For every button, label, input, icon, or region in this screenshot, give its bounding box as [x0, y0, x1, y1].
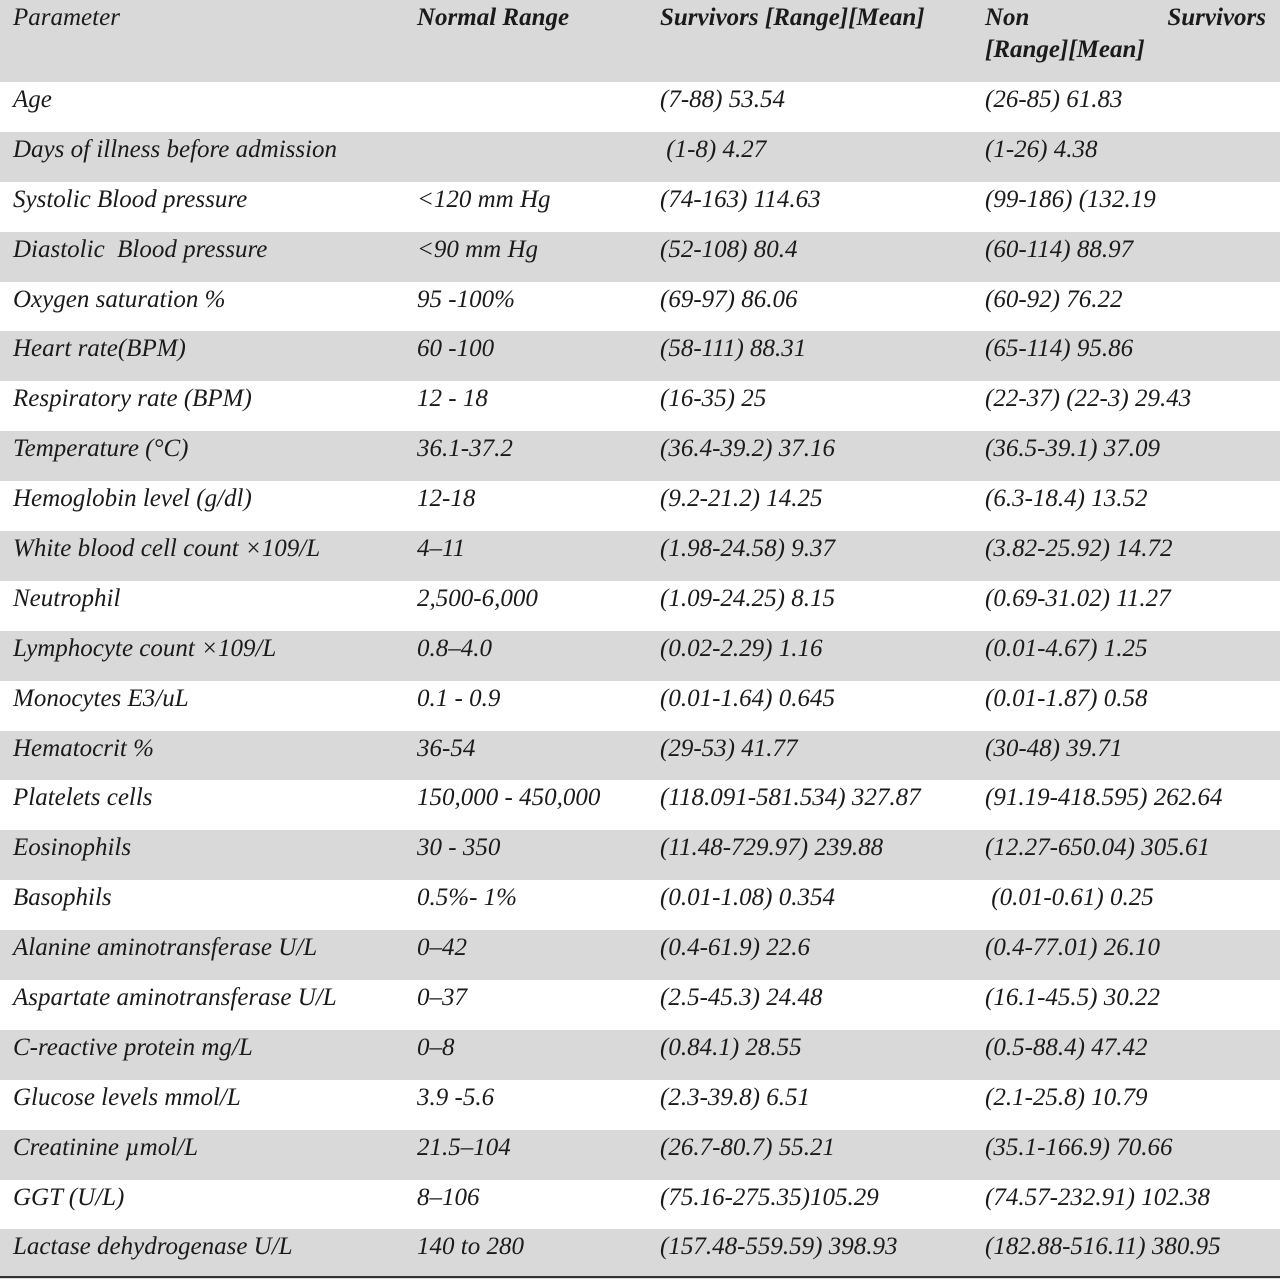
- cell-survivors: (157.48-559.59) 398.93: [660, 1233, 898, 1261]
- header-non-survivors-line1: [985, 2, 1266, 34]
- cell-survivors: (9.2-21.2) 14.25: [660, 485, 823, 513]
- table-row: [0, 282, 1280, 332]
- cell-normal-range: 12 - 18: [417, 385, 488, 413]
- cell-normal-range: 0.8–4.0: [417, 634, 492, 662]
- cell-non-survivors: (22-37) (22-3) 29.43: [985, 385, 1192, 413]
- cell-non-survivors: (74.57-232.91) 102.38: [985, 1183, 1210, 1211]
- cell-normal-range: 3.9 -5.6: [417, 1083, 495, 1111]
- cell-parameter: Diastolic Blood pressure: [13, 235, 268, 263]
- table-row: [0, 531, 1280, 581]
- cell-parameter: Eosinophils: [13, 834, 132, 862]
- table-row: [0, 581, 1280, 631]
- table-row: [0, 1229, 1280, 1279]
- cell-non-survivors: (1-26) 4.38: [985, 135, 1098, 163]
- cell-survivors: (29-53) 41.77: [660, 734, 798, 762]
- cell-survivors: (26.7-80.7) 55.21: [660, 1133, 835, 1161]
- header-non-survivors-word-non: Non: [985, 4, 1030, 31]
- cell-normal-range: 36-54: [417, 734, 476, 762]
- cell-survivors: (11.48-729.97) 239.88: [660, 834, 884, 862]
- table-row: [0, 930, 1280, 980]
- cell-parameter: C-reactive protein mg/L: [13, 1033, 253, 1061]
- cell-parameter: Alanine aminotransferase U/L: [13, 934, 318, 962]
- cell-non-survivors: (182.88-516.11) 380.95: [985, 1233, 1221, 1261]
- cell-survivors: (74-163) 114.63: [660, 185, 821, 213]
- cell-parameter: Days of illness before admission: [13, 135, 338, 163]
- cell-survivors: (118.091-581.534) 327.87: [660, 784, 921, 812]
- cell-survivors: (1-8) 4.27: [660, 135, 767, 163]
- table-body: [0, 82, 1280, 1279]
- cell-survivors: (1.09-24.25) 8.15: [660, 584, 835, 612]
- table-row: [0, 331, 1280, 381]
- cell-parameter: Monocytes E3/uL: [13, 684, 189, 712]
- cell-non-survivors: (0.5-88.4) 47.42: [985, 1033, 1148, 1061]
- cell-normal-range: 30 - 350: [417, 834, 501, 862]
- cell-normal-range: 60 -100: [417, 335, 495, 363]
- cell-non-survivors: (16.1-45.5) 30.22: [985, 984, 1160, 1012]
- cell-non-survivors: (3.82-25.92) 14.72: [985, 535, 1173, 563]
- cell-survivors: (0.01-1.08) 0.354: [660, 884, 835, 912]
- table-row: [0, 681, 1280, 731]
- cell-survivors: (52-108) 80.4: [660, 235, 798, 263]
- cell-parameter: Respiratory rate (BPM): [13, 385, 252, 413]
- table-header-row: [0, 0, 1280, 82]
- table-row: [0, 431, 1280, 481]
- table-row: [0, 1030, 1280, 1080]
- table-row: [0, 182, 1280, 232]
- cell-survivors: (0.01-1.64) 0.645: [660, 684, 835, 712]
- cell-normal-range: 2,500-6,000: [417, 584, 538, 612]
- cell-non-survivors: (6.3-18.4) 13.52: [985, 485, 1148, 513]
- cell-parameter: Basophils: [13, 884, 112, 912]
- cell-non-survivors: (0.69-31.02) 11.27: [985, 584, 1171, 612]
- table-row: [0, 1130, 1280, 1180]
- cell-parameter: Hemoglobin level (g/dl): [13, 485, 252, 513]
- cell-normal-range: [405, 132, 648, 134]
- cell-normal-range: 0–37: [417, 984, 467, 1012]
- cell-survivors: (0.4-61.9) 22.6: [660, 934, 810, 962]
- cell-parameter: Creatinine µmol/L: [13, 1133, 199, 1161]
- table-row: [0, 780, 1280, 830]
- header-parameter: Parameter: [13, 4, 120, 31]
- cell-parameter: Oxygen saturation %: [13, 285, 226, 313]
- table-row: [0, 1080, 1280, 1130]
- cell-normal-range: [405, 82, 648, 84]
- cell-parameter: Glucose levels mmol/L: [13, 1083, 241, 1111]
- cell-normal-range: 140 to 280: [417, 1233, 524, 1261]
- cell-non-survivors: (2.1-25.8) 10.79: [985, 1083, 1148, 1111]
- table-row: [0, 731, 1280, 781]
- table-bottom-rule: [0, 1276, 1280, 1278]
- cell-normal-range: <90 mm Hg: [417, 235, 539, 263]
- cell-non-survivors: (0.4-77.01) 26.10: [985, 934, 1160, 962]
- cell-survivors: (75.16-275.35)105.29: [660, 1183, 879, 1211]
- header-normal-range: Normal Range: [417, 4, 570, 31]
- cell-survivors: (16-35) 25: [660, 385, 767, 413]
- cell-parameter: Age: [13, 86, 52, 113]
- cell-non-survivors: (65-114) 95.86: [985, 335, 1134, 363]
- table-row: [0, 132, 1280, 182]
- cell-non-survivors: (0.01-4.67) 1.25: [985, 634, 1148, 662]
- table-row: [0, 82, 1280, 132]
- cell-parameter: Neutrophil: [13, 584, 121, 612]
- cell-normal-range: 21.5–104: [417, 1133, 511, 1161]
- table-row: [0, 1180, 1280, 1230]
- table-row: [0, 381, 1280, 431]
- cell-non-survivors: (91.19-418.595) 262.64: [985, 784, 1223, 812]
- cell-parameter: GGT (U/L): [13, 1183, 125, 1211]
- cell-non-survivors: (26-85) 61.83: [985, 86, 1123, 113]
- cell-parameter: Aspartate aminotransferase U/L: [13, 984, 337, 1012]
- cell-parameter: Platelets cells: [13, 784, 153, 812]
- cell-normal-range: 4–11: [417, 535, 466, 563]
- cell-parameter: Temperature (°C): [13, 435, 189, 463]
- cell-normal-range: 36.1-37.2: [417, 435, 513, 463]
- cell-normal-range: 0–8: [417, 1033, 455, 1061]
- cell-normal-range: <120 mm Hg: [417, 185, 551, 213]
- cell-survivors: (69-97) 86.06: [660, 285, 798, 313]
- cell-non-survivors: (60-92) 76.22: [985, 285, 1123, 313]
- cell-normal-range: 8–106: [417, 1183, 480, 1211]
- cell-normal-range: 95 -100%: [417, 285, 515, 313]
- cell-non-survivors: (0.01-1.87) 0.58: [985, 684, 1148, 712]
- cell-parameter: Lymphocyte count ×109/L: [13, 634, 277, 662]
- cell-parameter: Systolic Blood pressure: [13, 185, 248, 213]
- cell-survivors: (58-111) 88.31: [660, 335, 807, 363]
- cell-non-survivors: (30-48) 39.71: [985, 734, 1123, 762]
- header-non-survivors-line2: [Range][Mean]: [985, 36, 1145, 63]
- cell-parameter: Heart rate(BPM): [13, 335, 186, 363]
- cell-parameter: White blood cell count ×109/L: [13, 535, 321, 563]
- cell-survivors: (1.98-24.58) 9.37: [660, 535, 835, 563]
- table-row: [0, 980, 1280, 1030]
- table-row: [0, 880, 1280, 930]
- cell-non-survivors: (35.1-166.9) 70.66: [985, 1133, 1173, 1161]
- cell-survivors: (2.5-45.3) 24.48: [660, 984, 823, 1012]
- header-survivors: Survivors [Range][Mean]: [660, 4, 925, 31]
- table-row: [0, 830, 1280, 880]
- cell-normal-range: 0–42: [417, 934, 467, 962]
- cell-normal-range: 0.1 - 0.9: [417, 684, 501, 712]
- cell-survivors: (0.02-2.29) 1.16: [660, 634, 823, 662]
- cell-non-survivors: (36.5-39.1) 37.09: [985, 435, 1160, 463]
- table-row: [0, 481, 1280, 531]
- cell-non-survivors: (99-186) (132.19: [985, 185, 1156, 213]
- cell-survivors: (0.84.1) 28.55: [660, 1033, 802, 1061]
- cell-non-survivors: (12.27-650.04) 305.61: [985, 834, 1210, 862]
- cell-normal-range: 0.5%- 1%: [417, 884, 517, 912]
- header-non-survivors: [973, 0, 1280, 66]
- cell-normal-range: 12-18: [417, 485, 476, 513]
- header-non-survivors-word-survivors: Survivors: [1167, 4, 1266, 31]
- cell-parameter: Lactase dehydrogenase U/L: [13, 1233, 293, 1261]
- cell-non-survivors: (60-114) 88.97: [985, 235, 1134, 263]
- cell-normal-range: 150,000 - 450,000: [417, 784, 601, 812]
- table-row: [0, 631, 1280, 681]
- cell-non-survivors: (0.01-0.61) 0.25: [985, 884, 1154, 912]
- cell-parameter: Hematocrit %: [13, 734, 154, 762]
- cell-survivors: (2.3-39.8) 6.51: [660, 1083, 810, 1111]
- table-row: [0, 232, 1280, 282]
- cell-survivors: (36.4-39.2) 37.16: [660, 435, 835, 463]
- cell-survivors: (7-88) 53.54: [660, 86, 785, 113]
